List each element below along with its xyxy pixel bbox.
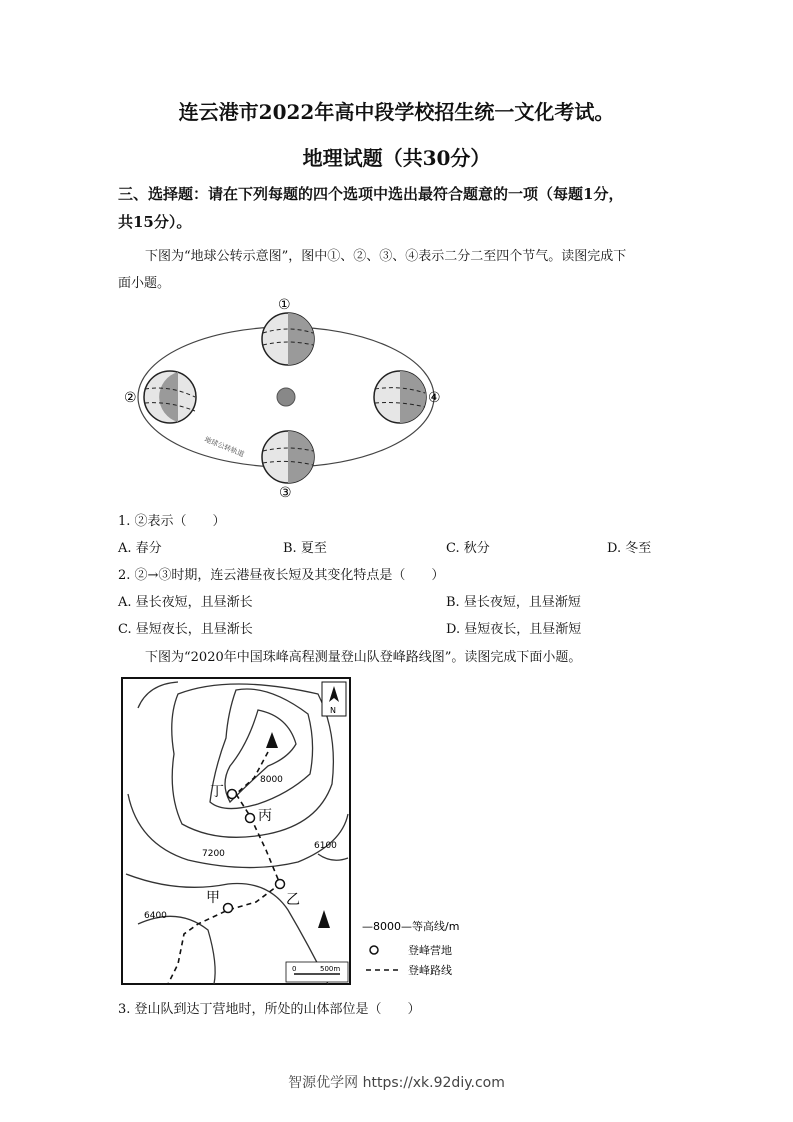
q2-option-a: A. 昼长夜短，且昼渐长: [118, 595, 253, 610]
north-label: N: [330, 706, 336, 715]
camp-bing: [246, 814, 255, 823]
legend-route: 登峰路线: [408, 964, 452, 977]
orbit-label-2: ②: [124, 390, 137, 406]
legend-contour: —8000—等高线/m: [362, 920, 460, 933]
scale-label-0: 0: [292, 965, 297, 973]
camp-jia: [224, 904, 233, 913]
q2-stem: 2. ②→③时期，连云港昼夜长短及其变化特点是（ ）: [118, 568, 445, 583]
contour-label-7200: 7200: [202, 849, 225, 859]
q2-option-c: C. 昼短夜长，且昼渐长: [118, 622, 253, 637]
intro-1-line2: 面小题。: [118, 276, 171, 291]
q1-option-c: C. 秋分: [446, 541, 490, 556]
q1-option-d: D. 冬至: [607, 541, 652, 556]
exam-subtitle: 地理试题（共30分）: [302, 146, 491, 170]
q2-option-b: B. 昼长夜短，且昼渐短: [446, 595, 581, 610]
orbit-label-4: ④: [428, 390, 441, 406]
sun: [277, 388, 295, 406]
exam-title: 连云港市2022年高中段学校招生统一文化考试。: [178, 100, 615, 124]
orbit-label-1: ①: [278, 297, 291, 313]
q1-option-b: B. 夏至: [283, 541, 327, 556]
legend-camp: 登峰营地: [408, 944, 452, 957]
orbit-label-3: ③: [279, 485, 292, 501]
contour-label-8000: 8000: [260, 775, 283, 785]
contour-label-6100: 6100: [314, 841, 337, 851]
orbit-text: 地球公转轨道: [203, 435, 246, 459]
q3-stem: 3. 登山队到达丁营地时，所处的山体部位是（ ）: [118, 1002, 421, 1017]
camp-ding: [228, 790, 237, 799]
earth-4: [374, 371, 426, 423]
scale-label-500: 500m: [320, 965, 341, 973]
q2-option-d: D. 昼短夜长，且昼渐短: [446, 622, 582, 637]
intro-2: 下图为“2020年中国珠峰高程测量登山队登峰路线图”。读图完成下面小题。: [145, 650, 582, 665]
map-frame: [122, 678, 350, 984]
contour-label-6400: 6400: [144, 911, 167, 921]
q1-option-a: A. 春分: [118, 541, 162, 556]
q1-stem: 1. ②表示（ ）: [118, 514, 226, 529]
camp-label-jia: 甲: [206, 890, 220, 906]
earth-2: [144, 371, 196, 423]
footer-watermark: 智源优学网 https://xk.92diy.com: [288, 1075, 505, 1091]
camp-label-bing: 丙: [258, 808, 272, 824]
camp-label-ding: 丁: [210, 784, 224, 800]
earth-orbit-diagram: [118, 293, 458, 503]
intro-1-line1: 下图为“地球公转示意图”，图中①、②、③、④表示二分二至四个节气。读图完成下: [145, 249, 627, 264]
section-heading-line2: 共15分）。: [118, 213, 192, 231]
everest-route-map: [118, 674, 478, 988]
earth-1: [262, 313, 314, 365]
camp-yi: [276, 880, 285, 889]
section-heading-line1: 三、选择题：请在下列每题的四个选项中选出最符合题意的一项（每题1分，: [118, 185, 624, 203]
camp-label-yi: 乙: [286, 892, 300, 908]
legend-camp-icon: [370, 946, 378, 954]
earth-3: [262, 431, 314, 483]
